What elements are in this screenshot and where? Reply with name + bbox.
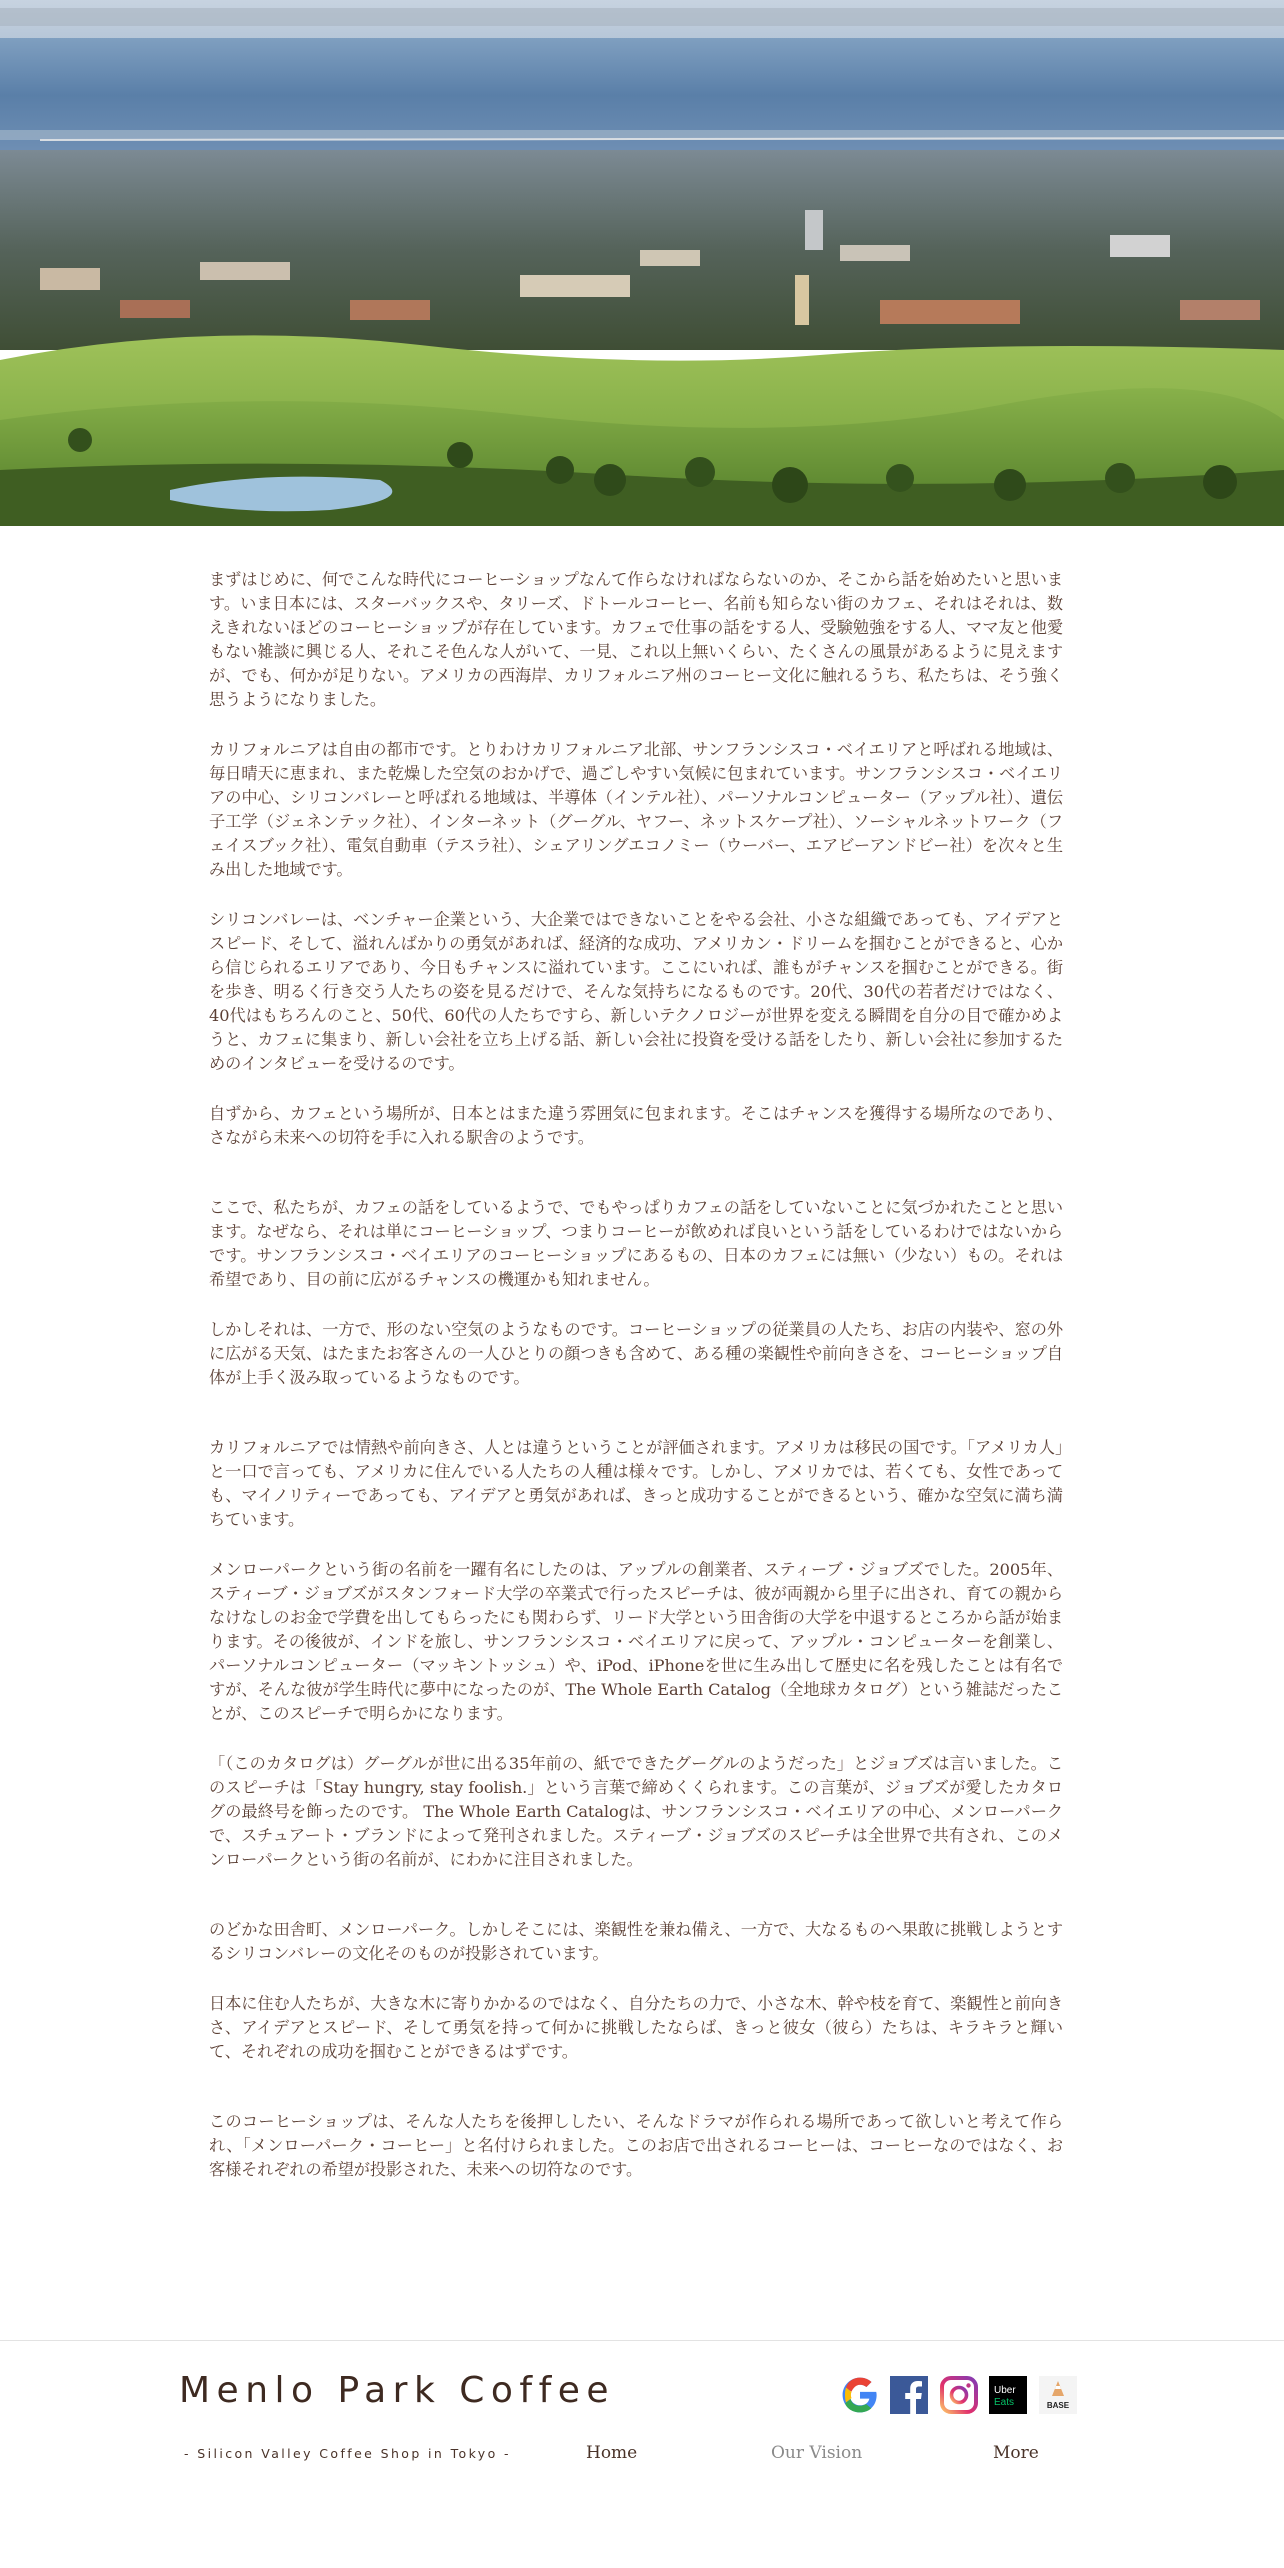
nav-home-link[interactable]: Home xyxy=(586,2443,638,2463)
article-paragraph: カリフォルニアは自由の都市です。とりわけカリフォルニア北部、サンフランシスコ・ベイエリアと呼ばれる地域は、毎日晴天に恵まれ、また乾燥した空気のおかげで、過ごしやすい気候に包まれています。サンフランシスコ・ベイエリアの中心、シリコンバレーと呼ばれる地域は、半導体（インテル社）、パーソナルコンピューター（アップル社）、遺伝子工学（ジェネンテック社）、インターネット（グーグル、ヤフー、ネットスケープ社）、ソーシャルネットワーク（フェイスブック社）、電気自動車（テスラ社）、シェアリングエコノミー（ウーバー、エアビーアンドビー社）を次々と生み出した地域です。 xyxy=(209,740,1063,879)
article-paragraph: ここで、私たちが、カフェの話をしているようで、でもやっぱりカフェの話をしていないことに気づかれたことと思います。なぜなら、それは単にコーヒーショップ、つまりコーヒーが飲めれば良いという話をしているわけではないからです。サンフランシスコ・ベイエリアのコーヒーショップにあるもの、日本のカフェには無い（少ない）もの。それは希望であり、目の前に広がるチャンスの機運かも知れません。 xyxy=(209,1198,1063,1289)
hero-image xyxy=(0,0,1284,526)
article-body xyxy=(209,568,1063,2182)
article-paragraph: 自ずから、カフェという場所が、日本とはまた違う雰囲気に包まれます。そこはチャンスを獲得する場所なのであり、さながら未来への切符を手に入れる駅舎のようです。 xyxy=(209,1104,1063,1147)
base-shop-icon[interactable] xyxy=(1039,2376,1077,2414)
uber-eats-bottom-text: Eats xyxy=(994,2397,1015,2408)
landscape-photo-icon xyxy=(0,0,1284,526)
footer-divider xyxy=(0,2340,1284,2341)
article-paragraph: 日本に住む人たちが、大きな木に寄りかかるのではなく、自分たちの力で、小さな木、幹や枝を育て、楽観性と前向きさ、アイデアとスピード、そして勇気を持って何かに挑戦したならば、きっと彼女（彼ら）たちは、キラキラと輝いて、それぞれの成功を掴むことができるはずです。 xyxy=(209,1994,1063,2061)
uber-eats-icon[interactable] xyxy=(989,2376,1027,2414)
article-paragraph: 「（このカタログは）グーグルが世に出る35年前の、紙でできたグーグルのようだった」とジョブズは言いました。このスピーチは「Stay hungry, stay foolish.」という言葉で締めくくられます。この言葉が、ジョブズが愛したカタログの最終号を飾ったのです。 The Whole Earth Catalogは、サンフランシスコ・ベイエリアの中心、メンローパークで、スチュアート・ブランドによって発刊されました。スティーブ・ジョブズのスピーチは全世界で共有され、このメンローパークという街の名前が、にわかに注目されました。 xyxy=(209,1754,1063,1869)
article-paragraph: のどかな田舎町、メンローパーク。しかしそこには、楽観性を兼ね備え、一方で、大なるものへ果敢に挑戦しようとするシリコンバレーの文化そのものが投影されています。 xyxy=(209,1920,1063,1963)
article-paragraph: メンローパークという街の名前を一躍有名にしたのは、アップルの創業者、スティーブ・ジョブズでした。2005年、スティーブ・ジョブズがスタンフォード大学の卒業式で行ったスピーチは、彼が両親から里子に出され、育ての親からなけなしのお金で学費を出してもらったにも関わらず、リード大学という田舎街の大学を中退するところから話が始まります。その後彼が、インドを旅し、サンフランシスコ・ベイエリアに戻って、アップル・コンピューターを創業し、パーソナルコンピューター（マッキントッシュ）や、iPod、iPhoneを世に生み出して歴史に名を残したことは有名ですが、そんな彼が学生時代に夢中になったのが、The Whole Earth Catalog（全地球カタログ）という雑誌だったことが、このスピーチで明らかになります。 xyxy=(209,1560,1063,1723)
uber-eats-top-text: Uber xyxy=(994,2385,1016,2396)
article-paragraph: シリコンバレーは、ベンチャー企業という、大企業ではできないことをやる会社、小さな組織であっても、アイデアとスピード、そして、溢れんばかりの勇気があれば、経済的な成功、アメリカン・ドリームを掴むことができると、心から信じられるエリアであり、今日もチャンスに溢れています。ここにいれば、誰もがチャンスを掴むことができる。街を歩き、明るく行き交う人たちの姿を見るだけで、そんな気持ちになるものです。20代、30代の若者だけではなく、40代はもちろんのこと、50代、60代の人たちですら、新しいテクノロジーが世界を変える瞬間を自分の目で確かめようと、カフェに集まり、新しい会社を立ち上げる話、新しい会社に投資を受ける話をしたり、新しい会社に参加するためのインタビューを受けるのです。 xyxy=(209,910,1063,1073)
article-paragraph: しかしそれは、一方で、形のない空気のようなものです。コーヒーショップの従業員の人たち、お店の内装や、窓の外に広がる天気、はたまたお客さんの一人ひとりの顔つきも含めて、ある種の楽観性や前向きさを、コーヒーショップ自体が上手く汲み取っているようなものです。 xyxy=(209,1320,1063,1387)
nav-our-vision-link[interactable]: Our Vision xyxy=(771,2443,863,2463)
google-icon[interactable] xyxy=(841,2376,879,2414)
base-label: BASE xyxy=(1046,2401,1070,2410)
brand-logo-text[interactable]: Menlo Park Coffee xyxy=(179,2370,616,2411)
article-paragraph: カリフォルニアでは情熱や前向きさ、人とは違うということが評価されます。アメリカは移民の国です。「アメリカ人」と一口で言っても、アメリカに住んでいる人たちの人種は様々です。しかし、アメリカでは、若くても、女性であっても、マイノリティーであっても、アイデアと勇気があれば、きっと成功することができるという、確かな空気に満ち満ちています。 xyxy=(209,1438,1063,1529)
article-paragraph: このコーヒーショップは、そんな人たちを後押ししたい、そんなドラマが作られる場所であって欲しいと考えて作られ、「メンローパーク・コーヒー」と名付けられました。このお店で出されるコーヒーは、コーヒーなのではなく、お客様それぞれの希望が投影された、未来への切符なのです。 xyxy=(209,2112,1063,2179)
facebook-icon[interactable] xyxy=(890,2376,928,2414)
brand-tagline: - Silicon Valley Coffee Shop in Tokyo - xyxy=(184,2446,511,2461)
article-paragraph: まずはじめに、何でこんな時代にコーヒーショップなんて作らなければならないのか、そこから話を始めたいと思います。いま日本には、スターバックスや、タリーズ、ドトールコーヒー、名前も知らない街のカフェ、それはそれは、数えきれないほどのコーヒーショップが存在しています。カフェで仕事の話をする人、受験勉強をする人、ママ友と他愛もない雑談に興じる人、それこそ色んな人がいて、一見、これ以上無いくらい、たくさんの風景があるように見えますが、でも、何かが足りない。アメリカの西海岸、カリフォルニア州のコーヒー文化に触れるうち、私たちは、そう強く思うようになりました。 xyxy=(209,570,1063,709)
instagram-icon[interactable] xyxy=(940,2376,978,2414)
nav-more-link[interactable]: More xyxy=(993,2443,1039,2463)
